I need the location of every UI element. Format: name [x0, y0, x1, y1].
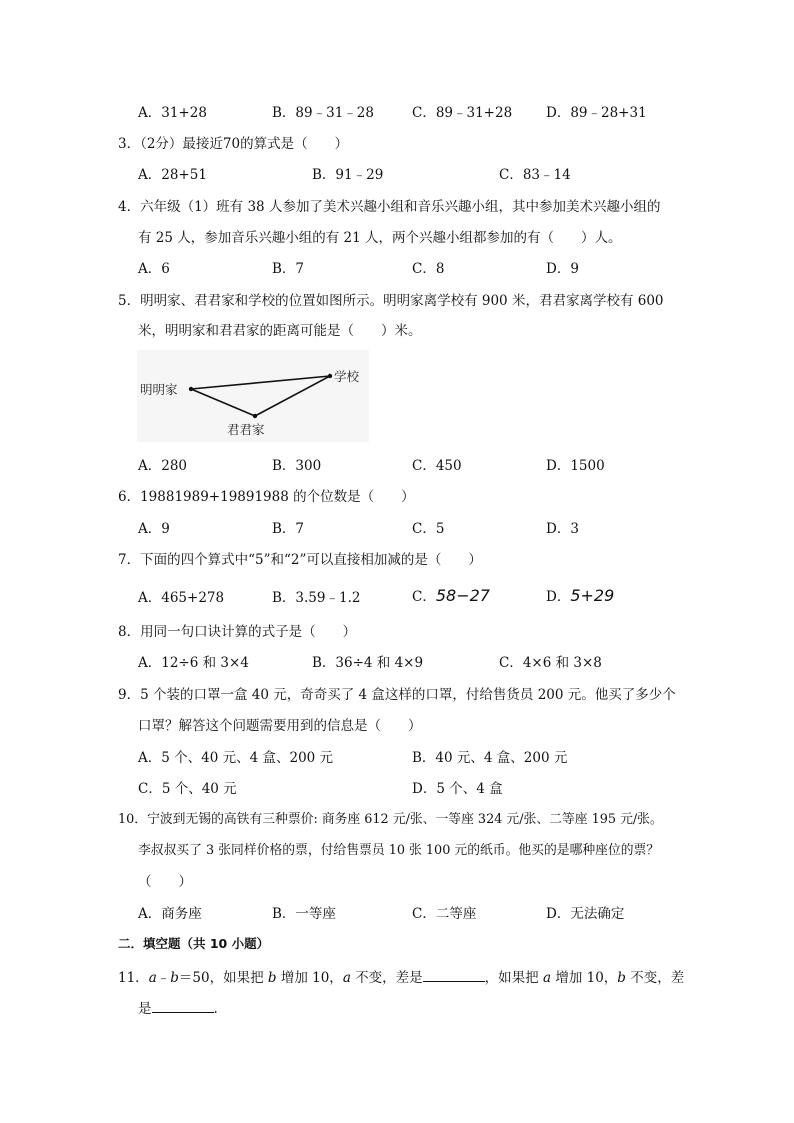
- q7-option-d-expr: 5+29: [570, 586, 615, 605]
- q11-var-a3: a: [542, 970, 552, 986]
- q11-text-5: 不变，差: [625, 970, 685, 986]
- q10-option-b: B．一等座: [272, 906, 336, 922]
- q11-var-a2: a: [342, 970, 351, 986]
- q9-option-a: A．5 个、40 元、4 盒、200 元: [138, 750, 334, 766]
- q3-option-a: A．28+51: [138, 167, 207, 183]
- q5-option-c: C．450: [412, 458, 462, 474]
- q11-var-b: b: [170, 970, 179, 986]
- q11-number: 11．: [118, 970, 149, 986]
- q2-option-c: C．89﹣31+28: [412, 105, 513, 121]
- q3-stem: 3．（2分）最接近70的算式是（ ）: [118, 136, 349, 152]
- q4-stem-line2: 有 25 人，参加音乐兴趣小组的有 21 人，两个兴趣小组都参加的有（ ）人。: [138, 230, 622, 246]
- q5-option-d: D．1500: [546, 458, 605, 474]
- q6-option-b: B．7: [272, 521, 305, 537]
- q5-option-b: B．300: [272, 458, 322, 474]
- q11-var-a: a: [148, 970, 157, 986]
- q2-option-b: B．89﹣31﹣28: [272, 105, 374, 121]
- q10-stem-line1: 10．宁波到无锡的高铁有三种票价: 商务座 612 元/张、一等座 324 元/张、二等座 195 元/张。: [118, 812, 663, 827]
- label-junjun-home: 君君家: [227, 422, 265, 437]
- q11-var-b3: b: [617, 970, 626, 986]
- q5-stem-line1: 5．明明家、君君家和学校的位置如图所示。明明家离学校有 900 米，君君家离学校有 600: [118, 293, 664, 309]
- q11-text-1: 增加 10，: [276, 970, 343, 986]
- q5-option-a: A．280: [138, 458, 188, 474]
- q10-option-c: C．二等座: [412, 906, 477, 922]
- q7-option-d: [546, 587, 614, 606]
- q11-minus: ﹣: [156, 970, 171, 986]
- q7-option-d-prefix: D．: [546, 589, 571, 605]
- q6-stem: 6．19881989+19891988 的个位数是（ ）: [118, 489, 415, 505]
- q5-stem-line2: 米，明明家和君君家的距离可能是（ ）米。: [138, 323, 422, 339]
- q6-option-d: D．3: [546, 521, 579, 537]
- q3-option-b: B．91﹣29: [312, 167, 384, 183]
- q10-stem-line3: （ ）: [138, 874, 192, 890]
- q11-answer-blank-1[interactable]: [423, 967, 485, 982]
- label-mingming-home: 明明家: [140, 382, 178, 397]
- q11-line2: [138, 998, 218, 1018]
- q4-option-c: C．8: [412, 261, 445, 277]
- q8-option-c: C．4×6 和 3×8: [499, 655, 602, 671]
- q7-option-c-expr: 58−27: [435, 586, 490, 605]
- q11-text-2: 不变，差是: [350, 970, 423, 986]
- q9-option-c: C．5 个、40 元: [138, 781, 237, 797]
- q8-option-a: A．12÷6 和 3×4: [138, 655, 249, 671]
- q9-stem-line1: 9．5 个装的口罩一盒 40 元，奇奇买了 4 盒这样的口罩，付给售货员 200 元。他买了多少个: [118, 687, 676, 703]
- q8-option-b: B．36÷4 和 4×9: [312, 655, 424, 671]
- q4-option-d: D．9: [546, 261, 579, 277]
- junjun-home-point: [253, 414, 257, 418]
- q11-var-b2: b: [267, 970, 277, 986]
- q4-stem-line1: 4．六年级（1）班有 38 人参加了美术兴趣小组和音乐兴趣小组，其中参加美术兴趣小组的: [118, 199, 661, 215]
- q11-answer-blank-2[interactable]: [152, 998, 214, 1013]
- q2-option-d: D．89﹣28+31: [546, 105, 647, 121]
- q11-text-6: 是: [138, 1001, 152, 1017]
- q11-line1: [118, 967, 684, 987]
- q11-period: .: [213, 1001, 218, 1017]
- mingming-home-point: [189, 387, 193, 391]
- q11-text-3: ，如果把: [484, 970, 543, 986]
- q10-option-a: A．商务座: [138, 906, 202, 922]
- q11-text-eq: ＝50，如果把: [178, 970, 268, 986]
- q10-option-d: D．无法确定: [546, 906, 625, 922]
- q9-option-d: D．5 个、4 盒: [412, 781, 503, 797]
- q7-option-a: A．465+278: [138, 590, 225, 606]
- label-school: 学校: [334, 369, 360, 384]
- q7-option-b: B．3.59﹣1.2: [272, 590, 361, 606]
- q6-option-c: C．5: [412, 521, 445, 537]
- q4-option-a: A．6: [138, 261, 170, 277]
- q9-stem-line2: 口罩？解答这个问题需要用到的信息是（ ）: [138, 718, 422, 734]
- q7-option-c: [412, 587, 490, 606]
- q7-option-c-prefix: C．: [412, 589, 436, 605]
- q6-option-a: A．9: [138, 521, 170, 537]
- q7-stem: 7．下面的四个算式中“5”和“2”可以直接相加减的是（ ）: [118, 552, 482, 568]
- section-2-title: 二．填空题（共 10 小题）: [118, 936, 270, 951]
- q11-text-4: 增加 10，: [551, 970, 618, 986]
- q10-stem-line2: 李叔叔买了 3 张同样价格的票，付给售票员 10 张 100 元的纸币。他买的是哪种座位的票？: [138, 843, 660, 858]
- q4-option-b: B．7: [272, 261, 305, 277]
- q5-location-diagram: [137, 350, 369, 442]
- school-point: [328, 374, 332, 378]
- q2-option-a: A．31+28: [138, 105, 207, 121]
- q8-stem: 8．用同一句口诀计算的式子是（ ）: [118, 624, 357, 640]
- q9-option-b: B．40 元、4 盒、200 元: [412, 750, 568, 766]
- q3-option-c: C．83﹣14: [499, 167, 571, 183]
